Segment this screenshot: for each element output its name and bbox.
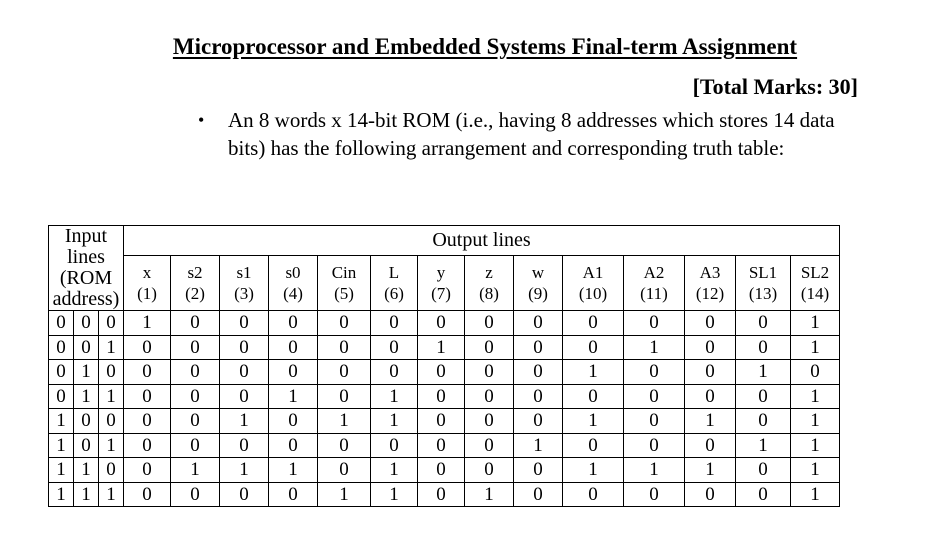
output-bit-cell: 0 bbox=[220, 433, 269, 458]
output-bit-cell: 0 bbox=[171, 360, 220, 385]
output-bit-cell: 1 bbox=[318, 482, 371, 507]
output-bit-cell: 1 bbox=[465, 482, 514, 507]
column-number: (6) bbox=[384, 283, 404, 303]
column-header bbox=[171, 255, 220, 310]
output-bit-cell: 0 bbox=[124, 384, 171, 409]
address-bit-cell: 0 bbox=[49, 311, 74, 336]
output-bit-cell: 0 bbox=[736, 458, 791, 483]
output-bit-cell: 1 bbox=[220, 409, 269, 434]
output-bit-cell: 0 bbox=[514, 458, 563, 483]
table-row bbox=[49, 384, 840, 409]
output-bit-cell: 1 bbox=[791, 311, 840, 336]
address-bit-cell: 1 bbox=[99, 482, 124, 507]
output-bit-cell: 1 bbox=[791, 433, 840, 458]
output-bit-cell: 0 bbox=[624, 384, 685, 409]
column-header bbox=[465, 255, 514, 310]
address-bit-cell: 0 bbox=[99, 360, 124, 385]
output-bit-cell: 0 bbox=[685, 384, 736, 409]
output-bit-cell: 0 bbox=[563, 433, 624, 458]
output-bit-cell: 0 bbox=[465, 409, 514, 434]
output-bit-cell: 0 bbox=[418, 384, 465, 409]
column-symbol: z bbox=[485, 262, 493, 282]
table-row bbox=[49, 433, 840, 458]
address-bit-cell: 0 bbox=[99, 409, 124, 434]
output-bit-cell: 0 bbox=[371, 335, 418, 360]
column-number: (4) bbox=[283, 283, 303, 303]
output-bit-cell: 0 bbox=[514, 360, 563, 385]
output-bit-cell: 1 bbox=[624, 335, 685, 360]
address-bit-cell: 0 bbox=[74, 409, 99, 434]
output-bit-cell: 0 bbox=[371, 311, 418, 336]
column-header bbox=[371, 255, 418, 310]
output-bit-cell: 0 bbox=[220, 384, 269, 409]
output-bit-cell: 0 bbox=[318, 360, 371, 385]
table-row bbox=[49, 409, 840, 434]
column-symbol: A2 bbox=[643, 262, 665, 282]
column-header bbox=[318, 255, 371, 310]
output-bit-cell: 0 bbox=[269, 311, 318, 336]
column-header bbox=[124, 255, 171, 310]
output-bit-cell: 0 bbox=[318, 433, 371, 458]
column-header bbox=[418, 255, 465, 310]
table-row bbox=[49, 482, 840, 507]
column-symbol: A1 bbox=[582, 262, 604, 282]
output-bit-cell: 1 bbox=[624, 458, 685, 483]
column-symbol: Cin bbox=[331, 262, 357, 282]
output-bit-cell: 1 bbox=[371, 482, 418, 507]
column-number: (3) bbox=[234, 283, 254, 303]
output-bit-cell: 1 bbox=[318, 409, 371, 434]
output-bit-cell: 0 bbox=[171, 311, 220, 336]
output-bit-cell: 1 bbox=[371, 384, 418, 409]
column-number: (14) bbox=[800, 283, 830, 303]
address-bit-cell: 1 bbox=[74, 482, 99, 507]
output-bit-cell: 1 bbox=[563, 360, 624, 385]
output-bit-cell: 0 bbox=[418, 360, 465, 385]
output-bit-cell: 0 bbox=[124, 458, 171, 483]
address-bit-cell: 1 bbox=[99, 335, 124, 360]
output-bit-cell: 0 bbox=[171, 384, 220, 409]
address-bit-cell: 1 bbox=[74, 458, 99, 483]
output-bit-cell: 1 bbox=[220, 458, 269, 483]
output-bit-cell: 0 bbox=[685, 433, 736, 458]
address-bit-cell: 0 bbox=[74, 311, 99, 336]
output-bit-cell: 1 bbox=[736, 433, 791, 458]
output-bit-cell: 0 bbox=[318, 458, 371, 483]
output-bit-cell: 0 bbox=[624, 409, 685, 434]
output-bit-cell: 1 bbox=[269, 458, 318, 483]
column-number: (12) bbox=[695, 283, 725, 303]
output-bit-cell: 0 bbox=[465, 458, 514, 483]
address-bit-cell: 1 bbox=[74, 384, 99, 409]
output-bit-cell: 0 bbox=[220, 311, 269, 336]
column-number: (1) bbox=[137, 283, 157, 303]
address-bit-cell: 1 bbox=[49, 482, 74, 507]
address-bit-cell: 0 bbox=[49, 335, 74, 360]
output-bit-cell: 0 bbox=[418, 458, 465, 483]
output-bit-cell: 1 bbox=[371, 409, 418, 434]
output-bit-cell: 0 bbox=[220, 335, 269, 360]
output-bit-cell: 0 bbox=[624, 311, 685, 336]
address-bit-cell: 1 bbox=[99, 433, 124, 458]
bullet-icon: • bbox=[198, 110, 205, 130]
output-bit-cell: 0 bbox=[465, 360, 514, 385]
output-bit-cell: 0 bbox=[124, 335, 171, 360]
column-header bbox=[685, 255, 736, 310]
output-bit-cell: 0 bbox=[418, 311, 465, 336]
output-bit-cell: 0 bbox=[171, 409, 220, 434]
output-bit-cell: 0 bbox=[624, 482, 685, 507]
column-header-row bbox=[49, 255, 840, 310]
column-symbol: SL1 bbox=[748, 262, 778, 282]
column-symbol: x bbox=[142, 262, 152, 282]
column-number: (2) bbox=[185, 283, 205, 303]
output-bit-cell: 0 bbox=[514, 482, 563, 507]
output-bit-cell: 0 bbox=[791, 360, 840, 385]
output-bit-cell: 0 bbox=[685, 482, 736, 507]
column-symbol: L bbox=[388, 262, 400, 282]
table-row bbox=[49, 335, 840, 360]
output-bit-cell: 0 bbox=[563, 335, 624, 360]
output-bit-cell: 1 bbox=[736, 360, 791, 385]
address-bit-cell: 1 bbox=[49, 433, 74, 458]
output-bit-cell: 1 bbox=[563, 409, 624, 434]
address-bit-cell: 1 bbox=[49, 409, 74, 434]
output-bit-cell: 1 bbox=[124, 311, 171, 336]
output-bit-cell: 1 bbox=[791, 409, 840, 434]
output-bit-cell: 1 bbox=[269, 384, 318, 409]
address-bit-cell: 0 bbox=[99, 311, 124, 336]
output-bit-cell: 0 bbox=[736, 311, 791, 336]
address-bit-cell: 0 bbox=[99, 458, 124, 483]
output-bit-cell: 0 bbox=[624, 433, 685, 458]
output-bit-cell: 0 bbox=[171, 433, 220, 458]
output-bit-cell: 0 bbox=[563, 384, 624, 409]
output-bit-cell: 0 bbox=[418, 409, 465, 434]
address-bit-cell: 1 bbox=[99, 384, 124, 409]
column-number: (10) bbox=[578, 283, 608, 303]
output-bit-cell: 0 bbox=[465, 311, 514, 336]
input-lines-header: Input lines (ROM address) bbox=[49, 226, 124, 311]
column-header bbox=[514, 255, 563, 310]
output-bit-cell: 0 bbox=[685, 311, 736, 336]
output-bit-cell: 0 bbox=[418, 482, 465, 507]
output-bit-cell: 0 bbox=[685, 360, 736, 385]
output-bit-cell: 0 bbox=[124, 433, 171, 458]
column-header bbox=[563, 255, 624, 310]
output-bit-cell: 0 bbox=[171, 482, 220, 507]
output-bit-cell: 1 bbox=[418, 335, 465, 360]
table-row bbox=[49, 458, 840, 483]
output-bit-cell: 0 bbox=[418, 433, 465, 458]
address-bit-cell: 1 bbox=[49, 458, 74, 483]
output-bit-cell: 1 bbox=[791, 335, 840, 360]
output-bit-cell: 0 bbox=[124, 409, 171, 434]
output-bit-cell: 0 bbox=[171, 335, 220, 360]
page-title: Microprocessor and Embedded Systems Final-term Assignment bbox=[172, 34, 798, 59]
output-bit-cell: 0 bbox=[465, 433, 514, 458]
table-row bbox=[49, 311, 840, 336]
output-bit-cell: 1 bbox=[563, 458, 624, 483]
address-bit-cell: 1 bbox=[74, 360, 99, 385]
output-bit-cell: 1 bbox=[514, 433, 563, 458]
address-bit-cell: 0 bbox=[74, 335, 99, 360]
output-bit-cell: 0 bbox=[465, 384, 514, 409]
output-bit-cell: 0 bbox=[124, 482, 171, 507]
column-header bbox=[736, 255, 791, 310]
column-symbol: s2 bbox=[187, 262, 203, 282]
column-symbol: SL2 bbox=[800, 262, 830, 282]
output-bit-cell: 0 bbox=[514, 311, 563, 336]
column-number: (7) bbox=[431, 283, 451, 303]
output-bit-cell: 1 bbox=[791, 384, 840, 409]
column-symbol: s0 bbox=[285, 262, 301, 282]
output-bit-cell: 1 bbox=[791, 458, 840, 483]
output-bit-cell: 0 bbox=[514, 335, 563, 360]
output-bit-cell: 1 bbox=[791, 482, 840, 507]
output-bit-cell: 1 bbox=[685, 458, 736, 483]
output-bit-cell: 0 bbox=[269, 335, 318, 360]
column-header bbox=[624, 255, 685, 310]
output-bit-cell: 0 bbox=[736, 409, 791, 434]
output-bit-cell: 1 bbox=[685, 409, 736, 434]
output-bit-cell: 0 bbox=[220, 360, 269, 385]
output-bit-cell: 0 bbox=[124, 360, 171, 385]
table-row bbox=[49, 360, 840, 385]
output-bit-cell: 1 bbox=[371, 458, 418, 483]
column-number: (11) bbox=[640, 283, 668, 303]
output-bit-cell: 0 bbox=[514, 384, 563, 409]
output-bit-cell: 0 bbox=[371, 433, 418, 458]
address-bit-cell: 0 bbox=[74, 433, 99, 458]
column-symbol: A3 bbox=[699, 262, 721, 282]
output-bit-cell: 0 bbox=[318, 311, 371, 336]
output-bit-cell: 0 bbox=[563, 482, 624, 507]
output-lines-header: Output lines bbox=[124, 226, 840, 256]
column-symbol: w bbox=[531, 262, 545, 282]
column-symbol: y bbox=[436, 262, 446, 282]
output-bit-cell: 0 bbox=[685, 335, 736, 360]
column-header bbox=[269, 255, 318, 310]
output-bit-cell: 0 bbox=[514, 409, 563, 434]
column-symbol: s1 bbox=[236, 262, 252, 282]
column-header bbox=[791, 255, 840, 310]
output-bit-cell: 0 bbox=[736, 384, 791, 409]
output-bit-cell: 0 bbox=[371, 360, 418, 385]
rom-truth-table bbox=[48, 225, 840, 507]
total-marks: [Total Marks: 30] bbox=[692, 74, 858, 99]
output-bit-cell: 0 bbox=[736, 335, 791, 360]
address-bit-cell: 0 bbox=[49, 384, 74, 409]
output-bit-cell: 0 bbox=[563, 311, 624, 336]
column-number: (13) bbox=[748, 283, 778, 303]
output-bit-cell: 0 bbox=[736, 482, 791, 507]
output-bit-cell: 0 bbox=[624, 360, 685, 385]
output-bit-cell: 0 bbox=[465, 335, 514, 360]
assignment-description: An 8 words x 14-bit ROM (i.e., having 8 addresses which stores 14 data bits) has the following arrangement and corresponding truth table: bbox=[228, 108, 835, 160]
output-bit-cell: 0 bbox=[318, 335, 371, 360]
output-bit-cell: 0 bbox=[269, 360, 318, 385]
output-bit-cell: 0 bbox=[318, 384, 371, 409]
address-bit-cell: 0 bbox=[49, 360, 74, 385]
assignment-bullet bbox=[198, 106, 838, 162]
column-number: (8) bbox=[479, 283, 499, 303]
output-bit-cell: 0 bbox=[269, 409, 318, 434]
output-bit-cell: 1 bbox=[171, 458, 220, 483]
column-header bbox=[220, 255, 269, 310]
output-bit-cell: 0 bbox=[220, 482, 269, 507]
column-number: (9) bbox=[528, 283, 548, 303]
column-number: (5) bbox=[334, 283, 354, 303]
output-bit-cell: 0 bbox=[269, 433, 318, 458]
rom-rows bbox=[49, 311, 840, 507]
output-bit-cell: 0 bbox=[269, 482, 318, 507]
